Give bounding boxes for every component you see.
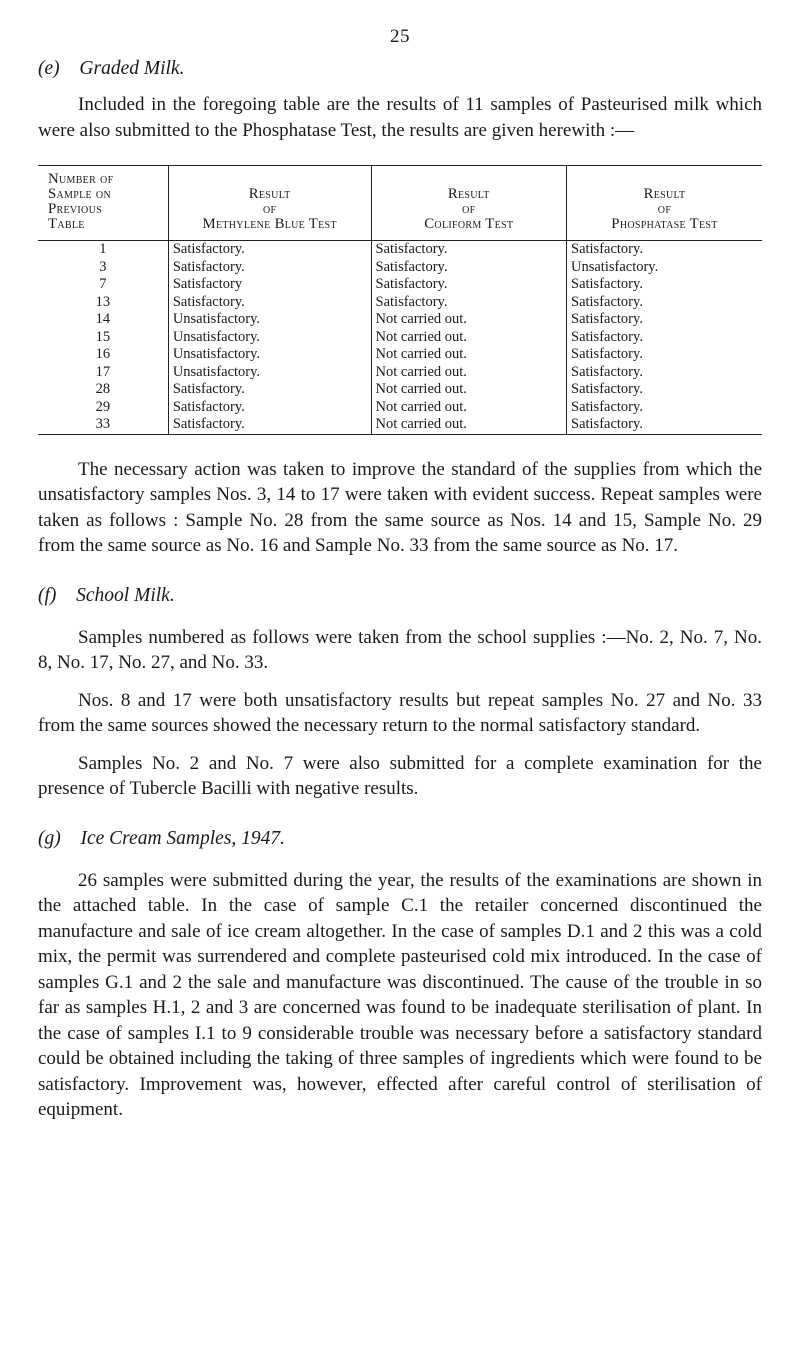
col-header-sample-number <box>38 166 168 241</box>
cell-phosphatase-result: Satisfactory. <box>567 399 763 417</box>
col-header-methylene-line-2: of <box>262 201 277 217</box>
cell-sample-number: 29 <box>95 398 111 415</box>
section-e-after-table: The necessary action was taken to improve the standard of the supplies from which the unsatisfactory samples Nos. 3, 14 to 17 were taken with evident success. Repeat samples were taken as follows : Sample No. 28 from the same source as Nos. 14 and 15, Sample No. 29 from the same source as No. 16 and Sample No. 33 from the same source as No. 17. <box>38 458 762 556</box>
table-header-row <box>38 166 762 241</box>
section-title-g: Ice Cream Samples, 1947. <box>80 827 286 849</box>
table-head <box>38 166 762 241</box>
cell-coliform-result: Satisfactory. <box>371 276 566 294</box>
section-heading-e <box>38 58 762 80</box>
cell-methylene-result: Satisfactory. <box>168 381 371 399</box>
cell-coliform-result: Not carried out. <box>371 381 566 399</box>
col-header-coliform-line-2: of <box>462 201 476 217</box>
table-row <box>38 259 762 277</box>
cell-methylene-result: Satisfactory. <box>168 259 371 277</box>
col-header-methylene <box>168 166 371 241</box>
cell-phosphatase-result: Satisfactory. <box>567 276 763 294</box>
col-header-sample-line-3: Previous <box>48 201 102 217</box>
col-header-coliform <box>371 166 566 241</box>
col-header-sample-line-4: Table <box>48 216 85 232</box>
cell-sample-number: 3 <box>99 258 107 275</box>
table-row <box>38 329 762 347</box>
col-header-phosphatase <box>567 166 763 241</box>
cell-phosphatase-result: Satisfactory. <box>567 416 763 434</box>
cell-phosphatase-result: Satisfactory. <box>567 346 763 364</box>
cell-sample-number: 7 <box>99 276 107 292</box>
cell-methylene-result: Unsatisfactory. <box>168 346 371 364</box>
cell-phosphatase-result: Satisfactory. <box>567 364 763 382</box>
cell-sample-number: 13 <box>95 293 111 310</box>
cell-methylene-result: Satisfactory. <box>168 294 371 312</box>
col-header-coliform-line-1: Result <box>447 186 490 202</box>
cell-methylene-result: Satisfactory. <box>168 241 371 259</box>
cell-coliform-result: Not carried out. <box>371 416 566 434</box>
cell-coliform-result: Not carried out. <box>371 364 566 382</box>
col-header-sample-line-2: Sample on <box>48 186 111 202</box>
cell-coliform-result: Not carried out. <box>371 329 566 347</box>
col-header-sample-line-1: Number of <box>48 171 114 187</box>
cell-methylene-result: Satisfactory. <box>168 416 371 434</box>
cell-sample-number: 15 <box>95 328 111 345</box>
cell-sample-number: 28 <box>95 381 111 397</box>
cell-sample-number: 16 <box>95 346 111 362</box>
cell-phosphatase-result: Satisfactory. <box>567 381 763 399</box>
cell-coliform-result: Satisfactory. <box>371 241 566 259</box>
section-label-e: (e) <box>38 58 60 79</box>
table-row <box>38 399 762 417</box>
cell-phosphatase-result: Satisfactory. <box>567 294 763 312</box>
cell-methylene-result: Unsatisfactory. <box>168 311 371 329</box>
cell-coliform-result: Not carried out. <box>371 399 566 417</box>
table-row <box>38 294 762 312</box>
page-content <box>38 58 762 1123</box>
cell-sample-number: 1 <box>99 241 107 257</box>
table-body <box>38 241 762 435</box>
table-row <box>38 364 762 382</box>
section-title-f: School Milk. <box>76 584 175 606</box>
cell-phosphatase-result: Satisfactory. <box>567 311 763 329</box>
table-row <box>38 381 762 399</box>
cell-phosphatase-result: Satisfactory. <box>567 241 763 259</box>
table-row <box>38 241 762 259</box>
col-header-phosphatase-line-3: Phosphatase Test <box>611 216 718 232</box>
section-g-paragraph-1: 26 samples were submitted during the year, the results of the examinations are shown in the attached table. In the case of sample C.1 the retailer concerned discontinued the manufacture and sale of ice cream altogether. In the case of samples D.1 and 2 this was a cold mix, the permit was surrendered and complete pasteurised cold mix introduced. In the case of samples G.1 and 2 the sale and manufacture was discontinued. The cause of the trouble in so far as samples H.1, 2 and 3 are concerned was found to be inadequate sterilisation of plant. In the case of samples I.1 to 9 considerable trouble was necessary before a satisfactory standard could be obtained including the taking of three samples of ingredients which were found to be satisfactory. Improvement was, however, effected after careful control of sterilisation of equipment. <box>38 869 762 1120</box>
cell-sample-number: 17 <box>95 363 111 380</box>
cell-coliform-result: Not carried out. <box>371 346 566 364</box>
col-header-methylene-line-3: Methylene Blue Test <box>202 216 337 232</box>
cell-methylene-result: Unsatisfactory. <box>168 329 371 347</box>
col-header-phosphatase-line-1: Result <box>643 186 686 202</box>
col-header-methylene-line-1: Result <box>248 186 291 202</box>
table-row <box>38 346 762 364</box>
section-heading-f <box>38 585 762 607</box>
section-title-e: Graded Milk. <box>79 58 185 79</box>
table-row <box>38 311 762 329</box>
section-label-g: (g) <box>38 827 61 849</box>
cell-coliform-result: Satisfactory. <box>371 259 566 277</box>
section-f-paragraph-1: Samples numbered as follows were taken from the school supplies :—No. 2, No. 7, No. 8, No. 17, No. 27, and No. 33. <box>38 626 762 673</box>
col-header-phosphatase-line-2: of <box>657 201 672 217</box>
section-e-intro: Included in the foregoing table are the results of 11 samples of Pasteurised milk which were also submitted to the Phosphatase Test, the results are given herewith :— <box>38 94 762 141</box>
cell-sample-number: 33 <box>38 416 168 434</box>
cell-coliform-result: Satisfactory. <box>371 294 566 312</box>
section-label-f: (f) <box>38 584 57 606</box>
table-row <box>38 416 762 434</box>
cell-methylene-result: Unsatisfactory. <box>168 364 371 382</box>
cell-coliform-result: Not carried out. <box>371 311 566 329</box>
table-row <box>38 276 762 294</box>
results-table-wrapper <box>38 165 762 435</box>
section-f-paragraph-2: Nos. 8 and 17 were both unsatisfactory results but repeat samples No. 27 and No. 33 from the same sources showed the necessary return to the normal satisfactory standard. <box>38 689 762 736</box>
cell-sample-number: 14 <box>95 311 111 327</box>
section-heading-g <box>38 828 762 850</box>
page-number: 25 <box>390 26 410 47</box>
cell-phosphatase-result: Unsatisfactory. <box>567 259 763 277</box>
section-f-paragraph-3: Samples No. 2 and No. 7 were also submitted for a complete examination for the presence of Tubercle Bacilli with negative results. <box>38 752 762 799</box>
cell-methylene-result: Satisfactory. <box>168 399 371 417</box>
cell-phosphatase-result: Satisfactory. <box>567 329 763 347</box>
col-header-coliform-line-3: Coliform Test <box>424 216 514 232</box>
cell-methylene-result: Satisfactory <box>168 276 371 294</box>
phosphatase-results-table <box>38 165 762 435</box>
